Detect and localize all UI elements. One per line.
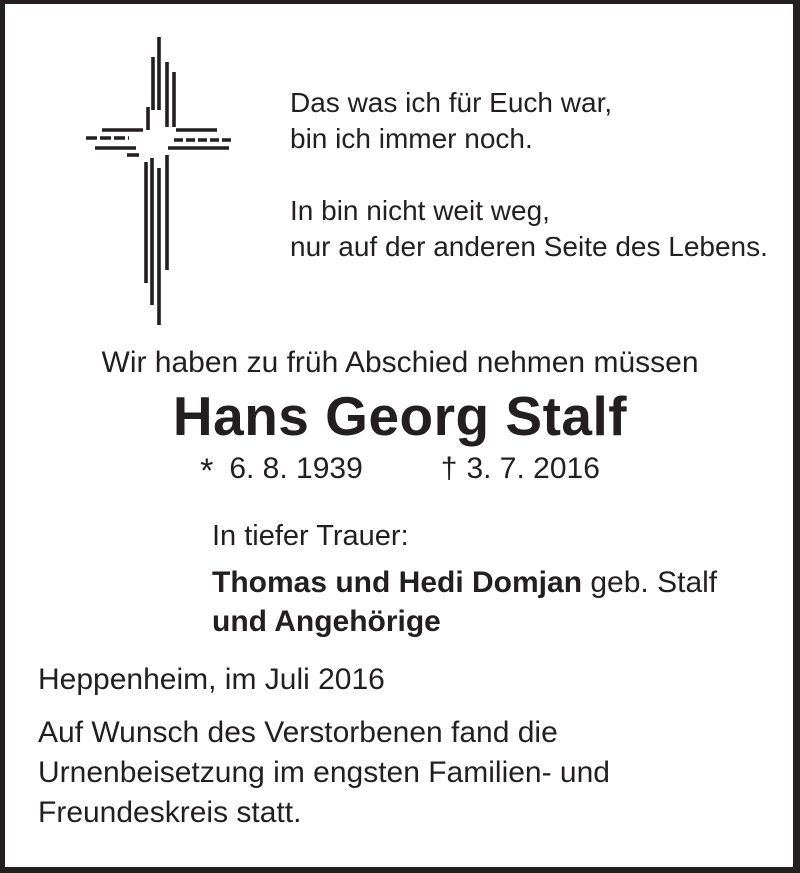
memorial-quote — [290, 85, 768, 265]
quote-line — [290, 157, 768, 193]
death-dagger-icon: † — [440, 452, 458, 485]
closing-line: Freundeskreis statt. — [38, 796, 302, 829]
mourners-names: Thomas und Hedi Domjan — [212, 566, 583, 599]
intro-line: Wir haben zu früh Abschied nehmen müssen — [101, 346, 699, 379]
place-date-line: Heppenheim, im Juli 2016 — [38, 663, 385, 696]
closing-line: Urnenbeisetzung im engsten Familien- und — [38, 756, 610, 789]
deceased-name: Hans Georg Stalf — [172, 385, 628, 447]
life-dates — [5, 449, 795, 490]
death-date — [441, 451, 600, 487]
frame-border-top — [0, 0, 800, 4]
birth-star-icon: * — [200, 452, 214, 490]
mourning-label: In tiefer Trauer: — [212, 520, 409, 552]
birth-date — [200, 449, 363, 490]
mourners-line — [212, 564, 717, 602]
quote-line: Das was ich für Euch war, — [290, 87, 613, 118]
quote-line: bin ich immer noch. — [290, 123, 533, 154]
closing-line: Auf Wunsch des Verstorbenen fand die — [38, 716, 558, 749]
birth-date-text: 6. 8. 1939 — [229, 452, 363, 485]
quote-line: nur auf der anderen Seite des Lebens. — [290, 231, 768, 262]
quote-line: In bin nicht weit weg, — [290, 195, 550, 226]
cross-icon — [80, 32, 240, 332]
frame-border-bottom — [0, 867, 800, 873]
death-date-text: 3. 7. 2016 — [466, 452, 600, 485]
relatives-line: und Angehörige — [212, 605, 441, 638]
mourners-nee: geb. Stalf — [590, 566, 718, 599]
closing-paragraph — [38, 713, 610, 833]
